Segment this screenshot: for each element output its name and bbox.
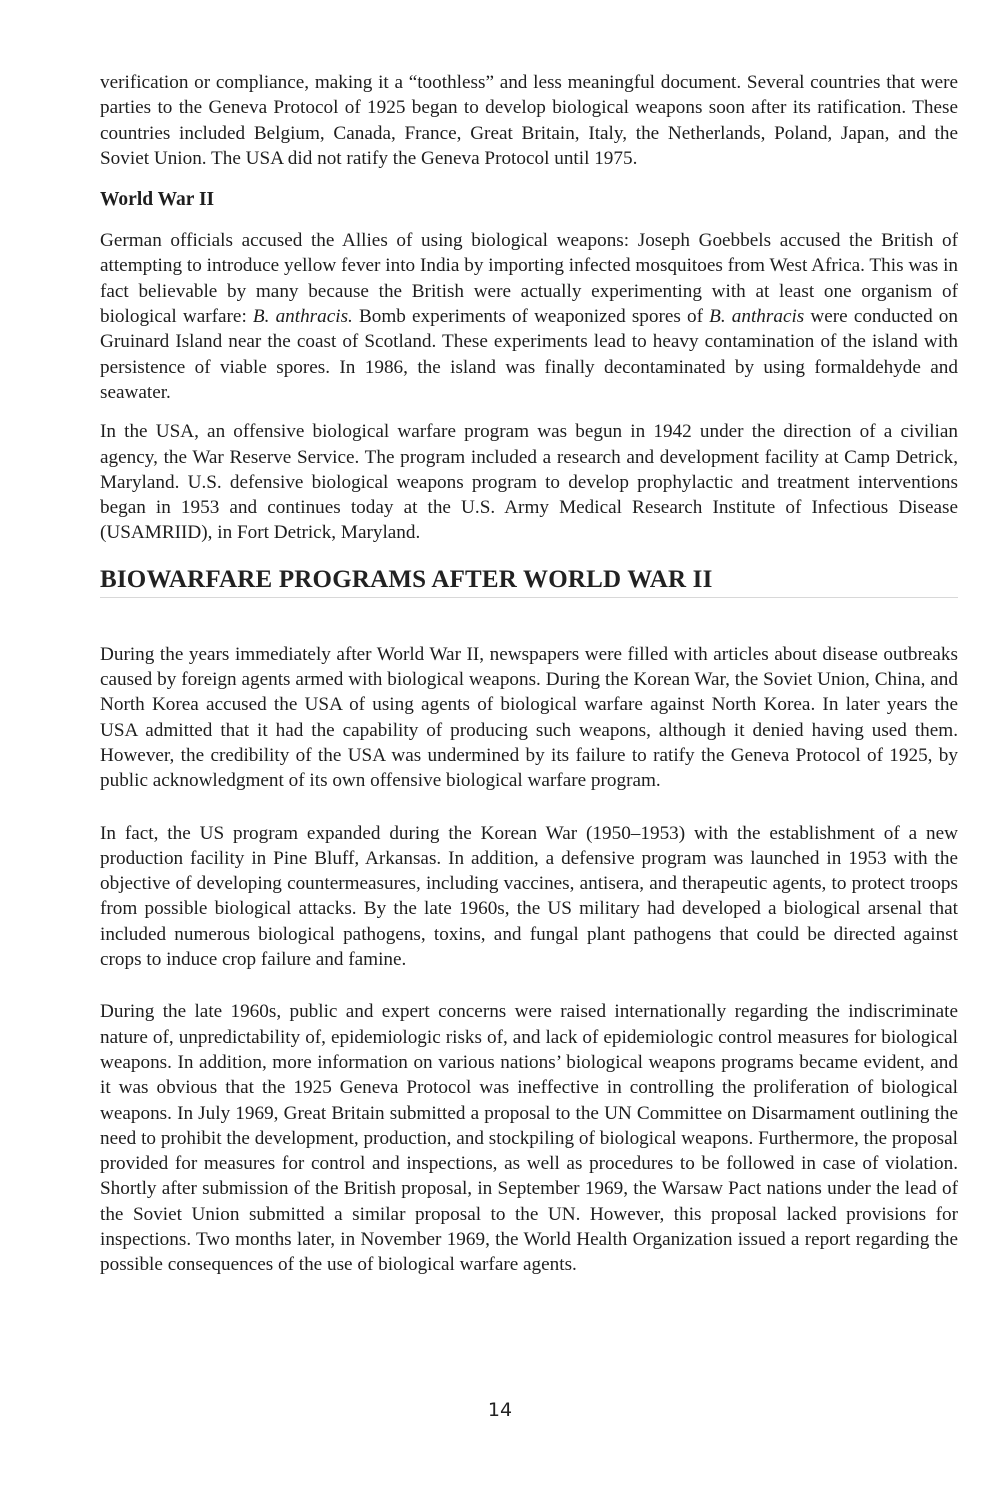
section-paragraph-1: During the years immediately after World War II, newspapers were filled with articles about disease outbreaks caused by foreign agents armed with biological weapons. During the Korean War, the Soviet Union, China, and North Korea accused the USA of using agents of biological warfare against North Korea. In later years the USA admitted that it had the capability of producing such weapons, although it denied having used them. However, the credibility of the USA was undermined by its failure to ratify the Geneva Protocol of 1925, by public acknowledgment of its own offensive biological warfare program. [100, 643, 958, 792]
ww2-p1-organism-2: B. anthracis [709, 306, 805, 328]
section-heading: BIOWARFARE PROGRAMS AFTER WORLD WAR II [100, 565, 713, 593]
ww2-p1-organism-1: B. anthracis. [252, 306, 353, 328]
ww2-p1-text-c: were conducted on Gruinard Island near the coast of Scotland. These experiments lead to heavy contamination of the island with persistence of viable spores. In 1986, the island was finally decontaminated by using formaldehyde and seawater. [100, 306, 958, 403]
section-divider [100, 597, 958, 598]
section-paragraph-2: In fact, the US program expanded during the Korean War (1950–1953) with the establishment of a new production facility in Pine Bluff, Arkansas. In addition, a defensive program was launched in 1953 with the objective of developing countermeasures, including vaccines, antisera, and therapeutic agents, to protect troops from possible biological attacks. By the late 1960s, the US military had developed a biological arsenal that included numerous biological pathogens, toxins, and fungal plant pathogens that could be directed against crops to induce crop failure and famine. [100, 822, 958, 971]
document-page [100, 70, 958, 1278]
intro-paragraph: verification or compliance, making it a “toothless” and less meaningful document. Several countries that were parties to the Geneva Protocol of 1925 began to develop biological weapons soon after its ratification. These countries included Belgium, Canada, France, Great Britain, Italy, the Netherlands, Poland, Japan, and the Soviet Union. The USA did not ratify the Geneva Protocol until 1975. [100, 72, 958, 169]
ww2-paragraph-1 [100, 228, 958, 405]
ww2-p1-text-b: Bomb experiments of weaponized spores of [352, 306, 710, 328]
section-paragraph-3: During the late 1960s, public and expert concerns were raised internationally regarding the indiscriminate nature of, unpredictability of, epidemiologic risks of, and lack of epidemiologic control measures for biological weapons. In addition, more information on various nations’ biological weapons programs became evident, and it was obvious that the 1925 Geneva Protocol was ineffective in controlling the proliferation of biological weapons. In July 1969, Great Britain submitted a proposal to the UN Committee on Disarmament outlining the need to prohibit the development, production, and stockpiling of biological weapons. Furthermore, the proposal provided for measures for control and inspections, as well as procedures to be followed in case of violation. Shortly after submission of the British proposal, in September 1969, the Warsaw Pact nations under the lead of the Soviet Union submitted a similar proposal to the UN. However, this proposal lacked provisions for inspections. Two months later, in November 1969, the World Health Organization issued a report regarding the possible consequences of the use of biological warfare agents. [100, 1001, 958, 1276]
ww2-heading: World War II [100, 189, 215, 211]
ww2-p1-text-a: German officials accused the Allies of using biological weapons: Joseph Goebbels accused the British of attempting to introduce yellow fever into India by importing infected mosquitoes from West Africa. This was in fact believable by many because the British were actually experimenting with at least one organism of biological warfare: [100, 230, 958, 328]
ww2-paragraph-2: In the USA, an offensive biological warfare program was begun in 1942 under the direction of a civilian agency, the War Reserve Service. The program included a research and development facility at Camp Detrick, Maryland. U.S. defensive biological weapons program to develop prophylactic and treatment interventions began in 1953 and continues today at the U.S. Army Medical Research Institute of Infectious Disease (USAMRIID), in Fort Detrick, Maryland. [100, 421, 958, 544]
page-number: 14 [487, 1399, 513, 1421]
